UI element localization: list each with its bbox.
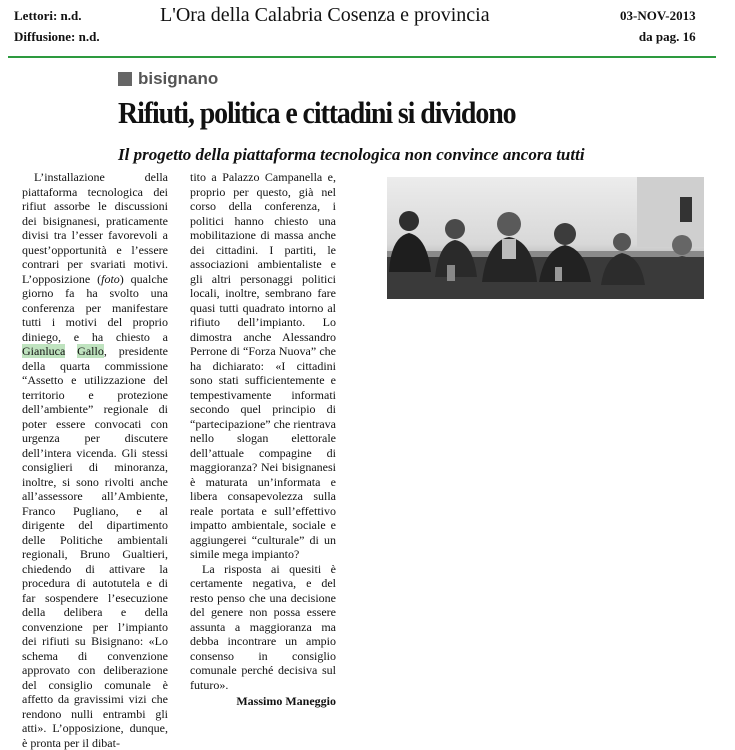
section-square-icon <box>118 72 132 86</box>
foto-word: foto <box>101 271 120 286</box>
highlight-surname: Gallo <box>77 344 104 358</box>
paragraph: La risposta ai quesiti è certamente negativa, e del resto penso che una decisione del genere non possa essere assunta a maggioranza ma debba incontrare un ampio consenso in consiglio comunale perché decisiva sul futuro». <box>190 561 336 692</box>
article-column-1 <box>22 170 168 750</box>
page-reference: da pag. 16 <box>638 29 696 44</box>
paragraph: tito a Palazzo Campanella e, proprio per questo, già nel corso della conferenza, i politici hanno chiesto una mobilitazione di massa anche dei cittadini. I partiti, le associazioni ambientaliste e gli altri personaggi politici locali, inoltre, sembrano fare quasi tutti quadrato intorno al rifiuto dell’impianto. Lo dimostra anche Alessandro Perrone di “Forza Nuova” che ha dichiarato: «I cittadini sono stati sufficientemente e tempestivamente informati secondo quel principio di “partecipazione” che rientrava nello slogan elettorale dell’attuale compagine di maggioranza? Nei bisignanesi è maturata un’informata e libera consapevolezza sulla reale portata e sull’effettivo impatto ambientale, sociale e aggiungerei “culturale” di un simile mega impianto? <box>190 170 336 561</box>
circulation-label: Diffusione: n.d. <box>14 29 100 44</box>
highlight-name: Gianluca <box>22 344 66 358</box>
photo-image <box>387 177 704 299</box>
section-label <box>118 69 218 89</box>
date-label: 03-NOV-2013 <box>620 8 696 23</box>
paragraph: L’installazione della piattaforma tecnologica dei rifiut assorbe le discussioni dei bisignanesi, praticamente divisi tra l’esser favorevoli a quest’opportunità e l’essere contrari per svariati motivi. L’opposizione (foto) qualche giorno fa ha svolto una conferenza per manifestare tutti i motivi del proprio diniego, e ha chiesto a Gianluca Gallo, presidente della quarta commissione “Assetto e utilizzazione del territorio e protezione dell’ambiente” regionale di poter essere convocati con urgenza per discutere dell’intera vicenda. Gli stessi consiglieri di minoranza, inoltre, si sono rivolti anche all’assessore all’Ambiente, Franco Pugliano, e al dirigente del dipartimento delle Politiche ambientali regionali, Bruno Gualtieri, chiedendo di attivare la procedura di autotutela e di far sospendere l’esecuzione della delibera e della convenzione per l’impianto dei rifiuti su Bisignano: «Lo schema di convenzione approvato con deliberazione del consiglio comunale è affetto da gravissimi vizi che rendono nulli entrambi gli atti». L’opposizione, dunque, è pronta per il dibat- <box>22 170 169 750</box>
readers-label: Lettori: n.d. <box>14 8 82 23</box>
subheadline: Il progetto della piattaforma tecnologica non convince ancora tutti <box>118 145 585 164</box>
headline: Rifiuti, politica e cittadini si dividono <box>118 95 516 130</box>
header-rule <box>8 56 716 58</box>
author-signature: Massimo Maneggio <box>236 694 336 708</box>
article-column-2 <box>190 170 336 709</box>
press-conference-photo <box>387 177 704 299</box>
section-name: bisignano <box>138 69 219 88</box>
header-right <box>620 5 696 47</box>
publication-title: L'Ora della Calabria Cosenza e provincia <box>160 4 490 26</box>
header-left <box>14 5 100 47</box>
